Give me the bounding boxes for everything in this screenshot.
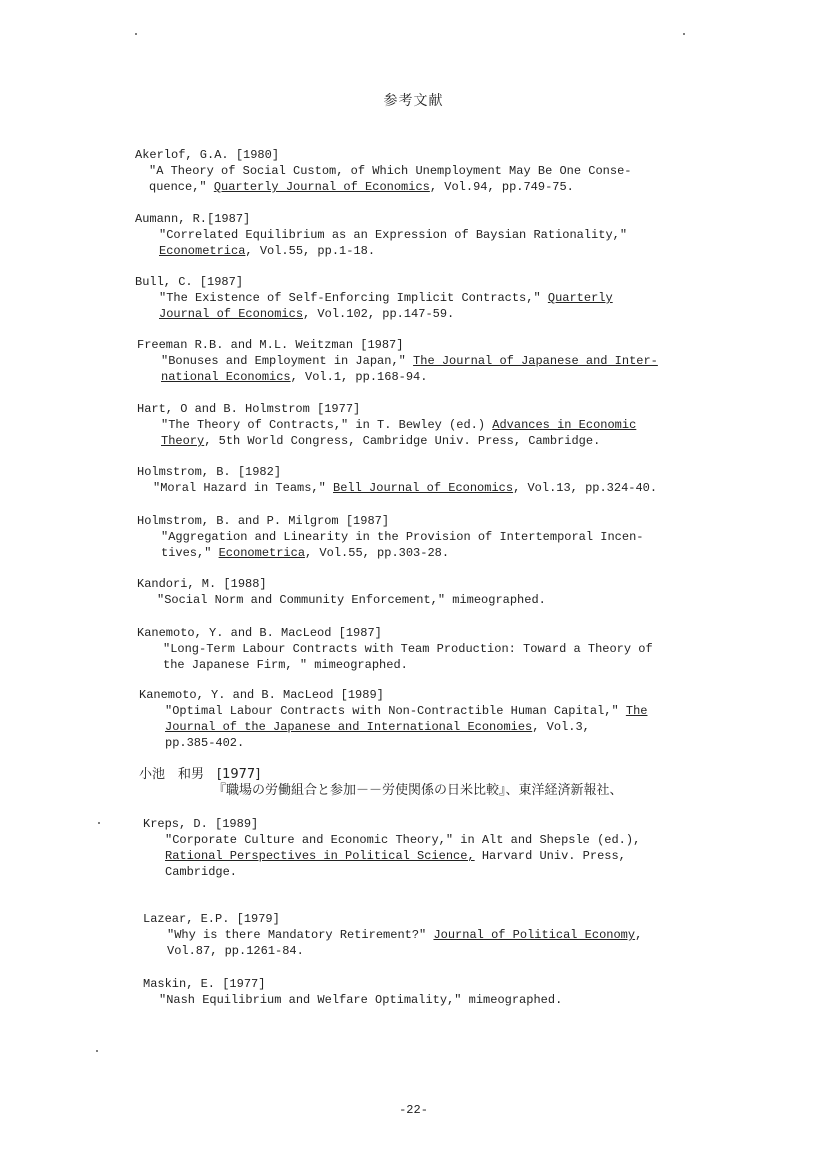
reference-author: Hart, O and B. Holmstrom [1977]	[137, 402, 361, 416]
scan-speck	[96, 1050, 98, 1052]
reference-author: Holmstrom, B. [1982]	[137, 465, 282, 479]
reference-author: Freeman R.B. and M.L. Weitzman [1987]	[137, 338, 404, 352]
reference-line	[135, 243, 627, 259]
reference-entry	[137, 625, 653, 673]
reference-text: "Aggregation and Linearity in the Provision of Intertemporal Incen-	[161, 530, 644, 544]
reference-author: Holmstrom, B. and P. Milgrom [1987]	[137, 514, 390, 528]
reference-line	[143, 832, 640, 848]
reference-author: Lazear, E.P. [1979]	[143, 912, 280, 926]
reference-author: Kanemoto, Y. and B. MacLeod [1989]	[139, 688, 384, 702]
reference-text: , Vol.94, pp.749-75.	[429, 180, 574, 194]
reference-author: Kanemoto, Y. and B. MacLeod [1987]	[137, 626, 382, 640]
reference-source-title: Journal of Political Economy	[433, 928, 636, 942]
reference-author: Maskin, E. [1977]	[143, 977, 266, 991]
reference-line	[137, 529, 643, 545]
reference-line	[137, 480, 657, 496]
reference-author: Kreps, D. [1989]	[143, 817, 259, 831]
reference-line	[139, 735, 647, 751]
reference-source-title: Econometrica	[218, 546, 306, 560]
reference-text: ,	[635, 928, 643, 942]
reference-author: Bull, C. [1987]	[135, 275, 244, 289]
reference-text: , 5th World Congress, Cambridge Univ. Press, Cambridge.	[204, 434, 601, 448]
reference-author: Kandori, M. [1988]	[137, 577, 267, 591]
reference-entry	[135, 147, 631, 195]
reference-source-title: Quarterly	[547, 291, 613, 305]
reference-text: "Social Norm and Community Enforcement," mimeographed.	[157, 593, 546, 607]
reference-entry	[143, 816, 640, 880]
scan-speck	[683, 33, 685, 35]
reference-entry	[137, 576, 546, 608]
reference-source-title: Journal of the Japanese and International Economies	[165, 720, 533, 734]
reference-source-title: The Journal of Japanese and Inter-	[413, 354, 658, 368]
reference-source-title: Theory	[161, 434, 205, 448]
reference-text: Harvard Univ. Press,	[474, 849, 626, 863]
reference-text: , Vol.55, pp.303-28.	[305, 546, 450, 560]
reference-text: the Japanese Firm, " mimeographed.	[163, 658, 408, 672]
reference-text: "Bonuses and Employment in Japan,"	[161, 354, 414, 368]
reference-entry	[135, 274, 613, 322]
reference-line	[135, 227, 627, 243]
reference-text: 『職場の労働組合と参加－－労使関係の日米比較』、東洋経済新報社、	[213, 783, 623, 798]
reference-source-title: Econometrica	[159, 244, 246, 258]
reference-line	[135, 306, 613, 322]
reference-line	[135, 179, 631, 195]
reference-text: tives,"	[161, 546, 219, 560]
reference-text: , Vol.13, pp.324-40.	[513, 481, 658, 495]
reference-source-title: Quarterly Journal of Economics	[213, 180, 430, 194]
reference-text: Vol.87, pp.1261-84.	[167, 944, 304, 958]
reference-line	[137, 417, 636, 433]
reference-text: "Moral Hazard in Teams,"	[153, 481, 334, 495]
reference-author: 小池 和男 [1977]	[139, 767, 261, 782]
reference-entry	[143, 976, 562, 1008]
reference-text: "Long-Term Labour Contracts with Team Production: Toward a Theory of	[163, 642, 653, 656]
reference-source-title: Advances in Economic	[492, 418, 637, 432]
reference-line	[137, 433, 636, 449]
reference-line	[143, 927, 642, 943]
reference-source-title: Rational Perspectives in Political Science,	[165, 849, 475, 863]
page-title: 参考文献	[383, 93, 444, 109]
page-number: -22-	[399, 1103, 428, 1117]
reference-line	[135, 163, 631, 179]
reference-text: "Optimal Labour Contracts with Non-Contractible Human Capital,"	[165, 704, 626, 718]
reference-entry	[137, 464, 657, 496]
reference-line	[137, 592, 546, 608]
reference-line	[137, 369, 658, 385]
reference-line	[137, 641, 653, 657]
reference-line	[143, 848, 640, 864]
reference-entry	[139, 767, 623, 799]
reference-text: "The Existence of Self-Enforcing Implicit Contracts,"	[159, 291, 548, 305]
reference-source-title: national Economics	[161, 370, 291, 384]
reference-text: pp.385-402.	[165, 736, 245, 750]
scan-speck	[135, 33, 137, 35]
reference-line	[143, 864, 640, 880]
reference-text: , Vol.102, pp.147-59.	[303, 307, 455, 321]
reference-author: Aumann, R.[1987]	[135, 212, 251, 226]
reference-source-title: Journal of Economics	[159, 307, 304, 321]
reference-text: , Vol.1, pp.168-94.	[290, 370, 428, 384]
reference-text: quence,"	[149, 180, 214, 194]
reference-line	[143, 992, 562, 1008]
reference-entry	[143, 911, 642, 959]
reference-text: "A Theory of Social Custom, of Which Unemployment May Be One Conse-	[149, 164, 632, 178]
reference-line	[139, 783, 623, 799]
reference-entry	[137, 337, 658, 385]
reference-line	[143, 943, 642, 959]
reference-text: "Corporate Culture and Economic Theory," in Alt and Shepsle (ed.),	[165, 833, 641, 847]
reference-entry	[137, 401, 636, 449]
reference-text: Cambridge.	[165, 865, 238, 879]
reference-source-title: The	[625, 704, 648, 718]
reference-line	[139, 703, 647, 719]
reference-text: , Vol.55, pp.1-18.	[245, 244, 376, 258]
reference-line	[137, 657, 653, 673]
reference-text: , Vol.3,	[532, 720, 590, 734]
reference-text: "Why is there Mandatory Retirement?"	[167, 928, 434, 942]
reference-text: "Nash Equilibrium and Welfare Optimality," mimeographed.	[159, 993, 563, 1007]
reference-line	[139, 719, 647, 735]
reference-line	[137, 545, 643, 561]
scan-speck	[98, 822, 100, 824]
reference-line	[137, 353, 658, 369]
reference-text: "Correlated Equilibrium as an Expression of Baysian Rationality,"	[159, 228, 628, 242]
reference-entry	[137, 513, 643, 561]
reference-text: "The Theory of Contracts," in T. Bewley (ed.)	[161, 418, 493, 432]
reference-author: Akerlof, G.A. [1980]	[135, 148, 280, 162]
reference-line	[135, 290, 613, 306]
reference-entry	[139, 687, 647, 751]
reference-source-title: Bell Journal of Economics	[333, 481, 514, 495]
reference-entry	[135, 211, 627, 259]
